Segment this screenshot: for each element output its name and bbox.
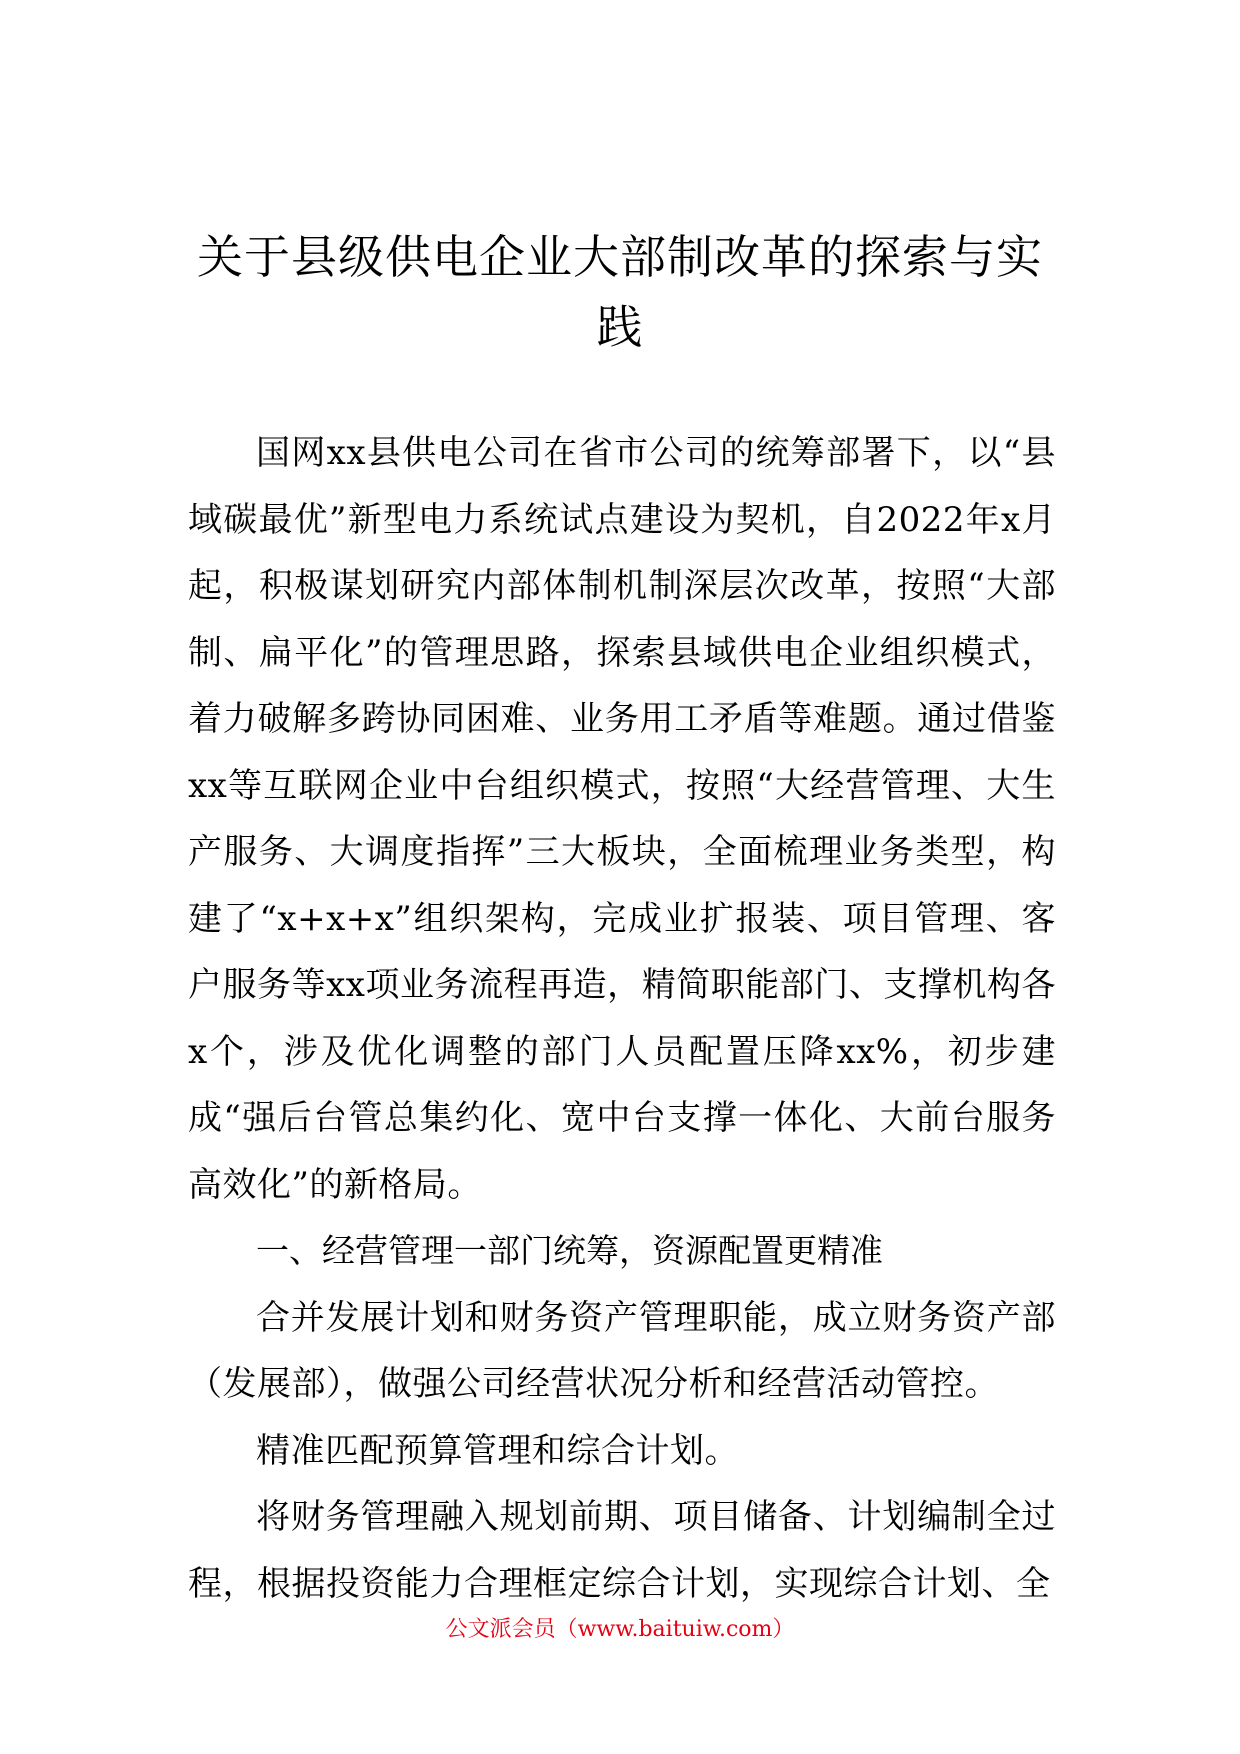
section1-paragraph-1: 合并发展计划和财务资产管理职能，成立财务资产部（发展部），做强公司经营状况分析和经营活动管控。 bbox=[188, 1297, 1056, 1404]
footer-watermark: 公文派会员（www.baituiw.com） bbox=[445, 1617, 795, 1642]
section1-paragraph-2: 精准匹配预算管理和综合计划。 bbox=[256, 1430, 739, 1471]
section1-paragraph-3: 将财务管理融入规划前期、项目储备、计划编制全过程，根据投资能力合理框定综合计划，实现综合计划、全 bbox=[188, 1497, 1056, 1604]
title-line-1: 关于县级供电企业大部制改革的探索与实 bbox=[197, 230, 1043, 284]
document-title bbox=[150, 222, 1090, 362]
title-line-2: 践 bbox=[596, 300, 644, 354]
section-heading-1: 一、经营管理一部门统筹，资源配置更精准 bbox=[256, 1231, 883, 1270]
intro-paragraph: 国网xx县供电公司在省市公司的统筹部署下，以“县域碳最优”新型电力系统试点建设为契机，自2022年x月起，积极谋划研究内部体制机制深层次改革，按照“大部制、扁平化”的管理思路，探索县域供电企业组织模式，着力破解多跨协同困难、业务用工矛盾等难题。通过借鉴xx等互联网企业中台组织模式，按照“大经营管理、大生产服务、大调度指挥”三大板块，全面梳理业务类型，构建了“x+x+x”组织架构，完成业扩报装、项目管理、客户服务等xx项业务流程再造，精简职能部门、支撑机构各x个，涉及优化调整的部门人员配置压降xx%，初步建成“强后台管总集约化、宽中台支撑一体化、大前台服务高效化”的新格局。 bbox=[188, 433, 1056, 1205]
document-body bbox=[188, 420, 1056, 1617]
